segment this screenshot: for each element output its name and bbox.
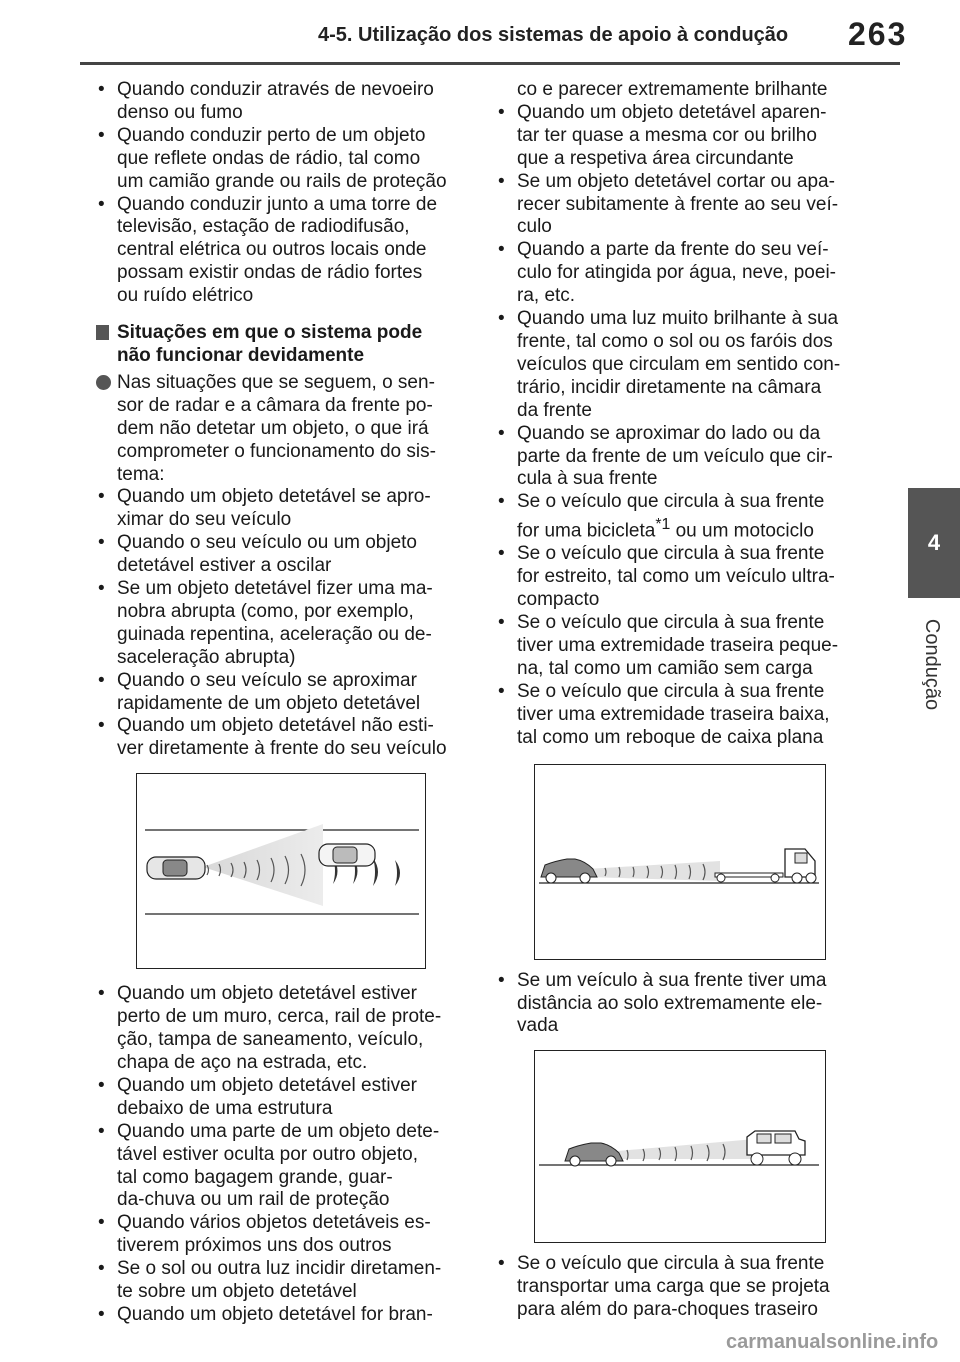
figure-flatbed-trailer-drawing (535, 765, 824, 958)
bullet-line: Quando vários objetos detetáveis es- (117, 1212, 431, 1234)
bullet-item (96, 486, 474, 532)
bicycle-line-1: Se o veículo que circula à sua frente (517, 491, 825, 513)
bullet-item (96, 194, 474, 309)
intro-line: Nas situações que se seguem, o sen- (117, 371, 435, 393)
bullet-line: nobra abrupta (como, por exemplo, (117, 600, 414, 622)
bullet-line: vada (517, 1015, 559, 1037)
intro-line: comprometer o funcionamento do sis- (117, 440, 436, 462)
bullet-item (96, 1212, 474, 1258)
bullet-line: Quando conduzir através de nevoeiro (117, 79, 434, 100)
bullet-list (96, 79, 474, 308)
bullet-line: Quando um objeto detetável não esti- (117, 715, 434, 737)
watermark: carmanualsonline.info (726, 1331, 939, 1353)
bullet-line: Se o veículo que circula à sua frente (517, 1253, 825, 1275)
intro-line: tema: (117, 463, 165, 485)
figure-flatbed-trailer (534, 764, 826, 960)
bullet-line: culo for atingida por água, neve, poei- (517, 262, 836, 284)
footnote-marker: *1 (655, 516, 671, 534)
bullet-line: um camião grande ou rails de proteção (117, 170, 447, 192)
continued-line: co e parecer extremamente brilhante (517, 79, 828, 100)
bullet-line: que reflete ondas de rádio, tal como (117, 147, 421, 169)
intro-line: dem não detetar um objeto, o que irá (117, 417, 429, 439)
bullet-line: recer subitamente à frente ao seu veí- (517, 193, 839, 215)
bullet-line: Se o veículo que circula à sua frente (517, 543, 825, 565)
page-number: 263 (848, 16, 908, 52)
bullet-item (96, 983, 474, 1075)
bullet-line: ximar do seu veículo (117, 509, 292, 531)
bullet-line: Quando um objeto detetável for bran- (117, 1303, 433, 1325)
bullet-line: central elétrica ou outros locais onde (117, 239, 427, 261)
bullet-line: veículos que circulam em sentido con- (517, 353, 841, 375)
chapter-label (905, 604, 959, 724)
bullet-list (496, 102, 874, 491)
bullet-item (96, 125, 474, 194)
bullet-item (496, 171, 874, 240)
bullet-line: Se o veículo que circula à sua frente (517, 612, 825, 634)
leading-vehicle (319, 844, 375, 866)
bullet-line: debaixo de uma estrutura (117, 1097, 333, 1119)
bullet-line: saceleração abrupta) (117, 646, 296, 668)
bullet-line: parte da frente de um veículo que cir- (517, 445, 833, 467)
bullet-line: na, tal como um camião sem carga (517, 657, 813, 679)
bullet-line: rapidamente de um objeto detetável (117, 692, 421, 714)
bullet-line: transportar uma carga que se projeta (517, 1276, 830, 1298)
bullet-line: Se um objeto detetável fizer uma ma- (117, 578, 433, 600)
bullet-item (496, 308, 874, 423)
bullet-item (496, 102, 874, 171)
own-vehicle (147, 857, 205, 879)
bullet-item (96, 1075, 474, 1121)
bullet-list (496, 1253, 874, 1322)
bullet-line: culo (517, 216, 552, 238)
bullet-line: ou ruído elétrico (117, 285, 254, 307)
bullet-line: tal como um reboque de caixa plana (517, 726, 824, 748)
bullet-item-bicycle (496, 491, 874, 543)
right-column (496, 79, 874, 1322)
bullet-item (96, 532, 474, 578)
circle-bullet-icon (96, 375, 111, 390)
bullet-item (496, 239, 874, 308)
bullet-line: Quando o seu veículo ou um objeto (117, 532, 417, 554)
bullet-line: Quando um objeto detetável aparen- (517, 101, 827, 123)
bullet-line: Quando uma parte de um objeto dete- (117, 1120, 440, 1142)
bullet-line: Quando a parte da frente do seu veí- (517, 239, 829, 261)
bullet-line: perto de um muro, cerca, rail de prote- (117, 1006, 442, 1028)
bullet-item (96, 1258, 474, 1304)
bullet-line: televisão, estação de radiodifusão, (117, 216, 410, 238)
section-heading-line: não funcionar devidamente (117, 344, 365, 366)
own-vehicle (541, 859, 597, 883)
suv-vehicle (747, 1131, 805, 1165)
bullet-line: para além do para-choques traseiro (517, 1299, 819, 1321)
section-heading (96, 322, 474, 368)
bullet-line: compacto (517, 589, 600, 611)
bullet-item (96, 670, 474, 716)
left-column (96, 79, 474, 1327)
bullet-item (96, 1121, 474, 1213)
bullet-line: tal como bagagem grande, guar- (117, 1166, 393, 1188)
bullet-line: ver diretamente à frente do seu veículo (117, 738, 447, 760)
square-bullet-icon (96, 325, 109, 340)
bullet-line: trário, incidir diretamente na câmara (517, 376, 822, 398)
figure-high-clearance (534, 1050, 826, 1243)
bullet-line: possam existir ondas de rádio fortes (117, 262, 423, 284)
bullet-item (496, 543, 874, 612)
bullet-line: Quando conduzir junto a uma torre de (117, 193, 438, 215)
bullet-item (496, 423, 874, 492)
bicycle-line-2: for uma bicicleta (517, 520, 656, 542)
bullet-line: tar ter quase a mesma cor ou brilho (517, 124, 817, 146)
bullet-line: Quando uma luz muito brilhante à sua (517, 308, 839, 330)
bullet-line: Quando um objeto detetável estiver (117, 1074, 417, 1096)
bullet-line: chapa de aço na estrada, etc. (117, 1052, 368, 1073)
bullet-item (96, 715, 474, 761)
figure-oblique-vehicle (136, 773, 426, 969)
bullet-item (96, 1304, 474, 1327)
bullet-line: detetável estiver a oscilar (117, 555, 332, 577)
sensor-beam (587, 861, 720, 881)
flatbed-truck (715, 849, 816, 883)
header-rule (80, 62, 900, 65)
bullet-line: Quando um objeto detetável se apro- (117, 486, 431, 508)
bullet-line: denso ou fumo (117, 101, 243, 123)
bullet-line: frente, tal como o sol ou os faróis dos (517, 330, 833, 352)
chapter-label-text: Condução (921, 618, 944, 710)
figure-high-clearance-drawing (535, 1051, 824, 1241)
figure-oblique-vehicle-drawing (137, 774, 424, 967)
chapter-tab[interactable]: 4 (908, 488, 960, 598)
bullet-list (96, 983, 474, 1327)
bullet-line: da-chuva ou um rail de proteção (117, 1189, 390, 1211)
bullet-line: tiver uma extremidade traseira baixa, (517, 703, 830, 725)
bullet-item (496, 970, 874, 1039)
bullet-line: tiver uma extremidade traseira peque- (517, 635, 839, 657)
bullet-item (496, 681, 874, 750)
bullet-line: cula à sua frente (517, 468, 658, 490)
bullet-list (496, 970, 874, 1039)
bullet-line: Quando se aproximar do lado ou da (517, 422, 821, 444)
bullet-item (496, 612, 874, 681)
bullet-line: Quando um objeto detetável estiver (117, 983, 417, 1005)
bullet-line: Se o sol ou outra luz incidir diretamen- (117, 1258, 442, 1280)
running-header-title: 4-5. Utilização dos sistemas de apoio à condução (318, 24, 789, 46)
intro-line: sor de radar e a câmara da frente po- (117, 394, 433, 416)
bullet-line: guinada repentina, aceleração ou de- (117, 623, 432, 645)
bullet-line: que a respetiva área circundante (517, 147, 794, 169)
bullet-list (96, 486, 474, 761)
own-vehicle (565, 1143, 623, 1166)
bullet-line: ra, etc. (517, 285, 576, 307)
bullet-line: ção, tampa de saneamento, veículo, (117, 1029, 424, 1051)
bullet-item (96, 578, 474, 670)
bullet-line: Se um veículo à sua frente tiver uma (517, 969, 827, 991)
bullet-line: tável estiver oculta por outro objeto, (117, 1143, 419, 1165)
bullet-line: Se um objeto detetável cortar ou apa- (517, 170, 835, 192)
section-heading-line: Situações em que o sistema pode (117, 322, 423, 344)
bullet-item (496, 1253, 874, 1322)
bullet-item (96, 79, 474, 125)
bullet-line: te sobre um objeto detetável (117, 1281, 357, 1303)
bullet-line: Quando o seu veículo se aproximar (117, 669, 417, 691)
bullet-line: distância ao solo extremamente ele- (517, 992, 823, 1014)
bullet-line: tiverem próximos uns dos outros (117, 1235, 392, 1257)
bullet-line: Se o veículo que circula à sua frente (517, 680, 825, 702)
bullet-list (496, 543, 874, 749)
bullet-line: for estreito, tal como um veículo ultra- (517, 566, 835, 588)
bicycle-line-2-end: ou um motociclo (670, 520, 814, 542)
bullet-line: da frente (517, 399, 592, 421)
intro-paragraph (96, 372, 474, 487)
bullet-line: Quando conduzir perto de um objeto (117, 124, 426, 146)
